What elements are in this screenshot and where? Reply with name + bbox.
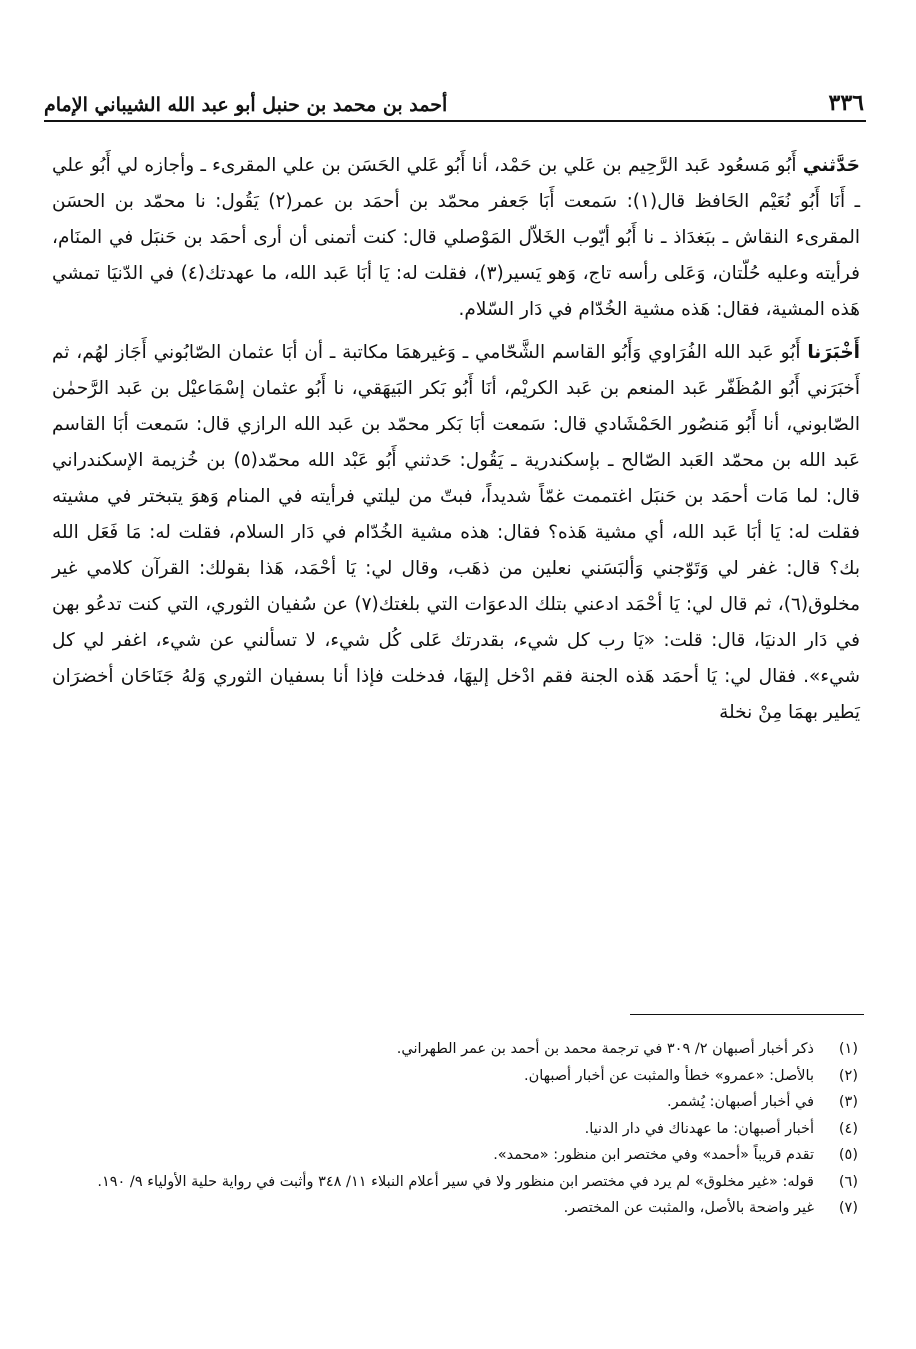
main-text bbox=[52, 148, 860, 731]
footnote-number: (٧) bbox=[838, 1200, 858, 1216]
header-rule bbox=[44, 120, 866, 122]
footnote-5 bbox=[48, 1142, 858, 1169]
footnote-6 bbox=[48, 1169, 858, 1196]
footnote-4 bbox=[48, 1116, 858, 1143]
footnotes bbox=[48, 1036, 858, 1222]
footnote-text: في أخبار أصبهان: يُشمر. bbox=[667, 1094, 814, 1110]
page-header bbox=[44, 82, 864, 116]
paragraph-2-text: أَبُو عَبد الله الفُرَاوي وَأَبُو القاسم الشَّحّامي ـ وَغيرهمَا مكاتبة ـ أن أبَا عثمان الصّابُوني أَجَاز لهُم، ثم أَخبَرَني أَبُو المُظَفّر عَبد المنعم بن عَبد الكريْم، أنَا أَبُو بَكر البَيهَقي، نا أَبُو عثمان إسْمَاعيْل بن عَبد الرَّحمٰن الصّابوني، أنا أَبُو مَنصُور الحَمْشَادي قال: سَمعت أبَا بَكر محمّد بن عَبد الله الرازي قال: سَمعت أبَا القاسم عَبد الله بن محمّد العَبد الصّالح ـ بإسكندرية ـ يَقُول: حَدثني أَبُو عَبْد الله محمّد(٥) بن خُزيمة الإسكندراني قال: لما مَات أحمَد بن حَنبَل اغتممت غمّاً شديداً، فبتّ من ليلتي فرأيته في المنام وَهوَ يتبختر في مشيته فقلت له: يَا أبَا عَبد الله، أي مشية هَذه؟ فقال: هذه مشية الخُدّام في دَار السلام، فقلت له: مَا فَعَل الله بك؟ قال: غفر لي وَتَوّجني وَألبَسَني نعلين من ذهَب، وقال لي: يَا أحْمَد، هَذا بقولك: القرآن كلامي غير مخلوق(٦)، ثم قال لي: يَا أحْمَد ادعني بتلك الدعوَات التي بلغتك(٧) عن سُفيان الثوري، التي كنت تدعُو بهن في دَار الدنيَا، قال: قلت: «يَا رب كل شيء، بقدرتك عَلى كُل شيء، لا تسألني عن شيء، اغفر لي كل شيء». فقال لي: يَا أحمَد هَذه الجنة فقم ادْخل إليهَا، فدخلت فإذا أنا بسفيان الثوري وَلهُ جَنَاحَان أخضرَان يَطير بهمَا مِنْ نخلة bbox=[52, 342, 860, 723]
footnote-rule bbox=[630, 1014, 864, 1015]
footnote-text: أخبار أصبهان: ما عهدناك في دار الدنيا. bbox=[584, 1120, 814, 1137]
paragraph-1-text: أَبُو مَسعُود عَبد الرَّحِيم بن عَلي بن حَمْد، أنا أَبُو عَلي الحَسَن بن علي المقرىء ـ وأجازه لي أَبُو علي ـ أَنَا أَبُو نُعَيْم الحَافظ قال(١): سَمعت أَبَا جَعفر محمّد بن أحمَد بن عمر(٢) يَقُول: نا محمّد بن الحسَن المقرىء النقاش ـ ببَغدَاذ ـ نا أَبُو أيّوب الخَلاّل المَوْصلي قال: كنت أتمنى أن أرى أحمَد بن حَنبَل في المنَام، فرأيته وعليه حُلّتان، وَعَلى رأسه تاج، وَهو يَسير(٣)، فقلت له: يَا أبَا عَبد الله، ما عهدتك(٤) في الدّنيَا تمشي هَذه المشية، فقال: هَذه مشية الخُدّام في دَار السّلام. bbox=[52, 155, 860, 320]
footnote-text: تقدم قريباً «أحمد» وفي مختصر ابن منظور: «محمد». bbox=[493, 1147, 814, 1163]
footnote-3 bbox=[48, 1089, 858, 1116]
paragraph-1 bbox=[52, 148, 860, 328]
footnote-text: قوله: «غير مخلوق» لم يرد في مختصر ابن منظور ولا في سير أعلام النبلاء ١١/ ٣٤٨ وأثبت في رواية حلية الأولياء ٩/ ١٩٠. bbox=[97, 1173, 814, 1190]
paragraph-2 bbox=[52, 335, 860, 731]
footnote-text: غير واضحة بالأصل، والمثبت عن المختصر. bbox=[563, 1200, 814, 1216]
footnote-number: (١) bbox=[838, 1041, 858, 1057]
page-number: ٣٣٦ bbox=[828, 90, 864, 116]
footnote-number: (٢) bbox=[838, 1067, 858, 1084]
footnote-2 bbox=[48, 1063, 858, 1090]
footnote-text: بالأصل: «عمرو» خطأ والمثبت عن أخبار أصبهان. bbox=[524, 1067, 814, 1084]
paragraph-1-lead: حَدَّثني bbox=[802, 155, 860, 176]
footnote-number: (٥) bbox=[838, 1147, 858, 1163]
footnote-number: (٤) bbox=[838, 1120, 858, 1137]
footnote-7 bbox=[48, 1195, 858, 1222]
footnote-number: (٣) bbox=[838, 1094, 858, 1110]
footnote-number: (٦) bbox=[838, 1173, 858, 1190]
footnote-1 bbox=[48, 1036, 858, 1063]
running-title: أحمد بن محمد بن حنبل أبو عبد الله الشيباني الإمام bbox=[44, 94, 448, 116]
footnote-text: ذكر أخبار أصبهان ٢/ ٣٠٩ في ترجمة محمد بن أحمد بن عمر الطهراني. bbox=[396, 1041, 814, 1057]
paragraph-2-lead: أَخْبَرَنا bbox=[807, 342, 860, 363]
